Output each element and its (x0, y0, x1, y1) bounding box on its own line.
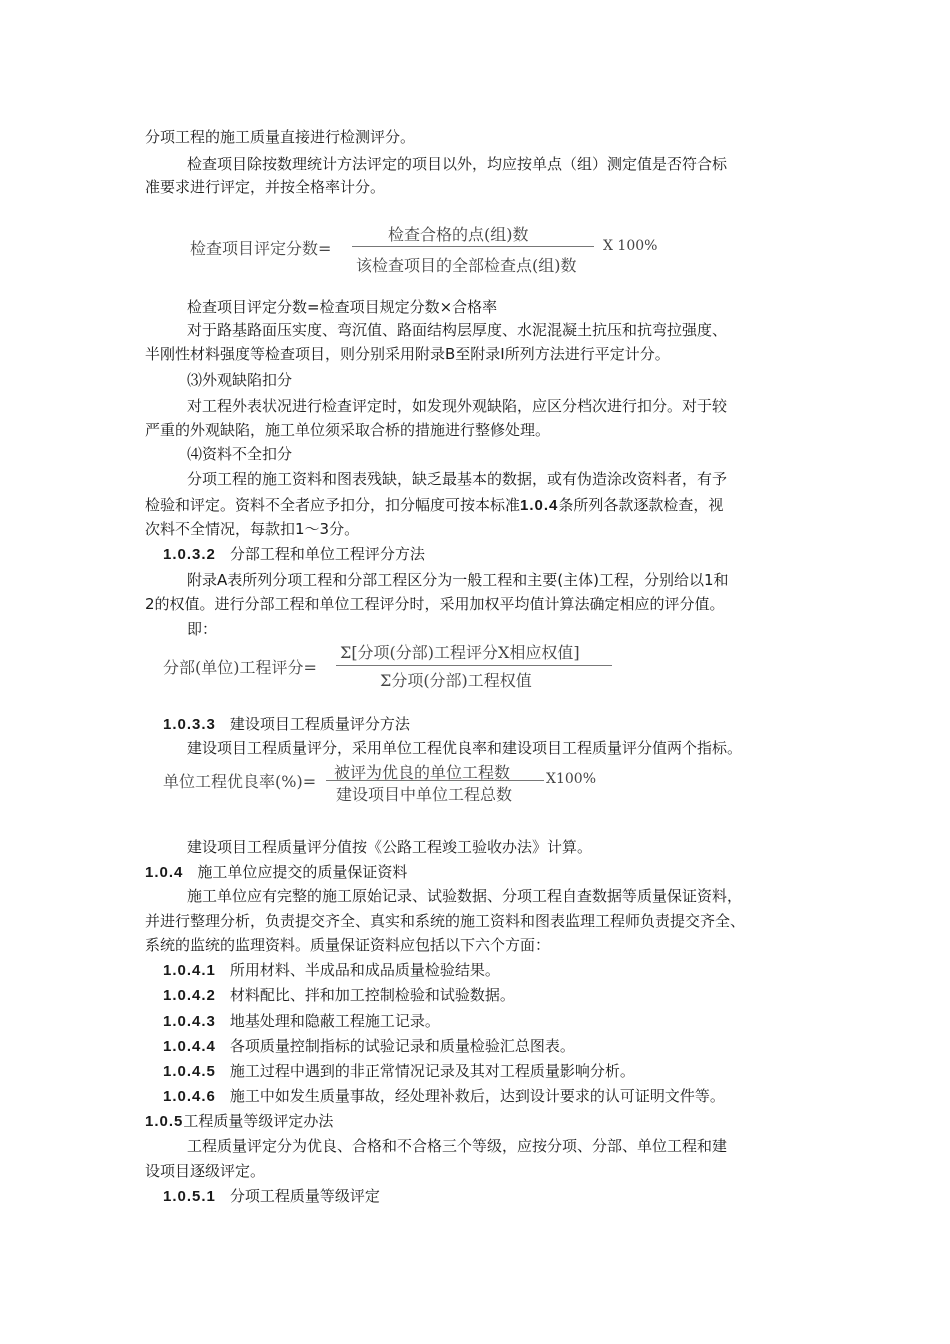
paragraph-line: 施工单位应有完整的施工原始记录、试验数据、分项工程自查数据等质量保证资料， (187, 887, 743, 905)
paragraph-line: 半刚性材料强度等检查项目，则分别采用附录B至附录Ⅰ所列方法进行平定计分。 (145, 345, 670, 363)
formula3-denominator: 建设项目中单位工程总数 (336, 785, 513, 804)
paragraph-line: 并进行整理分析，负责提交齐全、真实和系统的施工资料和图表监理工程师负责提交齐全、 (145, 912, 746, 930)
section-title: 建设项目工程质量评分方法 (229, 715, 410, 733)
paragraph-line: 系统的监统的监理资料。质量保证资料应包括以下六个方面： (145, 936, 551, 954)
list-item (163, 1035, 575, 1058)
formula2-lhs: 分部(单位)工程评分= (163, 658, 317, 677)
list-item (163, 1010, 440, 1033)
section-title: 分项工程质量等级评定 (229, 1187, 380, 1205)
paragraph-line: 检查项目除按数理统计方法评定的项目以外，均应按单点（组）测定值是否符合标 (187, 155, 728, 173)
paragraph-line: 附录A表所列分项工程和分部工程区分为一般工程和主要(主体)工程，分别给以1和 (187, 571, 729, 589)
paragraph-line: 工程质量评定分为优良、合格和不合格三个等级，应按分项、分部、单位工程和建 (187, 1137, 728, 1155)
section-number: 1.0.4 (145, 864, 184, 881)
paragraph-text: 检验和评定。资料不全者应予扣分，扣分幅度可按本标准 (145, 496, 521, 514)
item-text: 各项质量控制指标的试验记录和质量检验汇总图表。 (229, 1037, 575, 1055)
list-item (163, 959, 500, 982)
paragraph-line: 准要求进行评定，并按全格率计分。 (145, 178, 386, 196)
item-number: 1.0.4.6 (163, 1088, 216, 1105)
fraction-bar (352, 246, 594, 247)
formula1-numerator: 检查合格的点(组)数 (388, 225, 529, 244)
item-text: 施工中如发生质量事故，经处理补救后，达到设计要求的认可证明文件等。 (229, 1087, 725, 1105)
formula1-rhs: X 100% (603, 238, 658, 254)
section-heading (163, 713, 410, 736)
item-text: 材料配比、拌和加工控制检验和试验数据。 (229, 986, 515, 1004)
paragraph-line: 建设项目工程质量评分值按《公路工程竣工验收办法》计算。 (187, 838, 593, 856)
paragraph-line: 检查项目评定分数=检查项目规定分数×合格率 (187, 298, 498, 316)
paragraph-line (145, 494, 723, 517)
paragraph-line: 分项工程的施工资料和图表残缺，缺乏最基本的数据，或有伪造涂改资料者，有予 (187, 470, 728, 488)
formula3-rhs: X100% (546, 771, 596, 787)
formula2-numerator: Σ[分项(分部)工程评分X相应权值] (340, 643, 580, 662)
item-number: 1.0.4.1 (163, 962, 216, 979)
paragraph-line: ⑶外观缺陷扣分 (187, 371, 293, 389)
section-heading (145, 861, 407, 884)
item-text: 施工过程中遇到的非正常情况记录及其对工程质量影响分析。 (229, 1062, 635, 1080)
formula1-denominator: 该检查项目的全部检查点(组)数 (356, 256, 577, 275)
section-number: 1.0.5.1 (163, 1188, 216, 1205)
section-title: 工程质量等级评定办法 (183, 1112, 334, 1130)
section-title: 施工单位应提交的质量保证资料 (197, 863, 408, 881)
list-item (163, 984, 515, 1007)
paragraph-line: 对于路基路面压实度、弯沉值、路面结构层厚度、水泥混凝土抗压和抗弯拉强度、 (187, 321, 728, 339)
section-title: 分部工程和单位工程评分方法 (229, 545, 425, 563)
fraction-bar (336, 665, 612, 666)
section-heading (163, 1185, 380, 1208)
item-number: 1.0.4.5 (163, 1063, 216, 1080)
section-number: 1.0.3.3 (163, 716, 216, 733)
paragraph-line: 设项目逐级评定。 (145, 1162, 266, 1180)
section-heading (163, 543, 425, 566)
item-number: 1.0.4.4 (163, 1038, 216, 1055)
item-number: 1.0.4.2 (163, 987, 216, 1004)
item-text: 地基处理和隐蔽工程施工记录。 (229, 1012, 440, 1030)
formula2-denominator: Σ分项(分部)工程权值 (380, 671, 532, 690)
item-text: 所用材料、半成品和成品质量检验结果。 (229, 961, 500, 979)
paragraph-line: 分项工程的施工质量直接进行检测评分。 (145, 128, 416, 146)
list-item (163, 1085, 725, 1108)
paragraph-text: 条所列各款逐款检查，视 (558, 496, 724, 514)
list-item (163, 1060, 635, 1083)
paragraph-line: 严重的外观缺陷，施工单位须采取合桥的措施进行整修处理。 (145, 421, 551, 439)
paragraph-line: 2的权值。进行分部工程和单位工程评分时，采用加权平均值计算法确定相应的评分值。 (145, 595, 725, 613)
fraction-bar (326, 780, 544, 781)
formula1-lhs: 检查项目评定分数= (190, 239, 332, 258)
section-heading (145, 1110, 333, 1133)
formula3-lhs: 单位工程优良率(%)= (163, 772, 317, 791)
section-reference: 1.0.4 (520, 497, 559, 514)
paragraph-line: 即： (187, 620, 218, 638)
formula3-numerator: 被评为优良的单位工程数 (334, 763, 511, 782)
item-number: 1.0.4.3 (163, 1013, 216, 1030)
section-number: 1.0.5 (145, 1113, 184, 1130)
paragraph-line: 对工程外表状况进行检查评定时，如发现外观缺陷，应区分档次进行扣分。对于较 (187, 397, 728, 415)
paragraph-line: 次料不全情况，每款扣1～3分。 (145, 520, 360, 538)
paragraph-line: 建设项目工程质量评分，采用单位工程优良率和建设项目工程质量评分值两个指标。 (187, 739, 743, 757)
paragraph-line: ⑷资料不全扣分 (187, 445, 293, 463)
section-number: 1.0.3.2 (163, 546, 216, 563)
